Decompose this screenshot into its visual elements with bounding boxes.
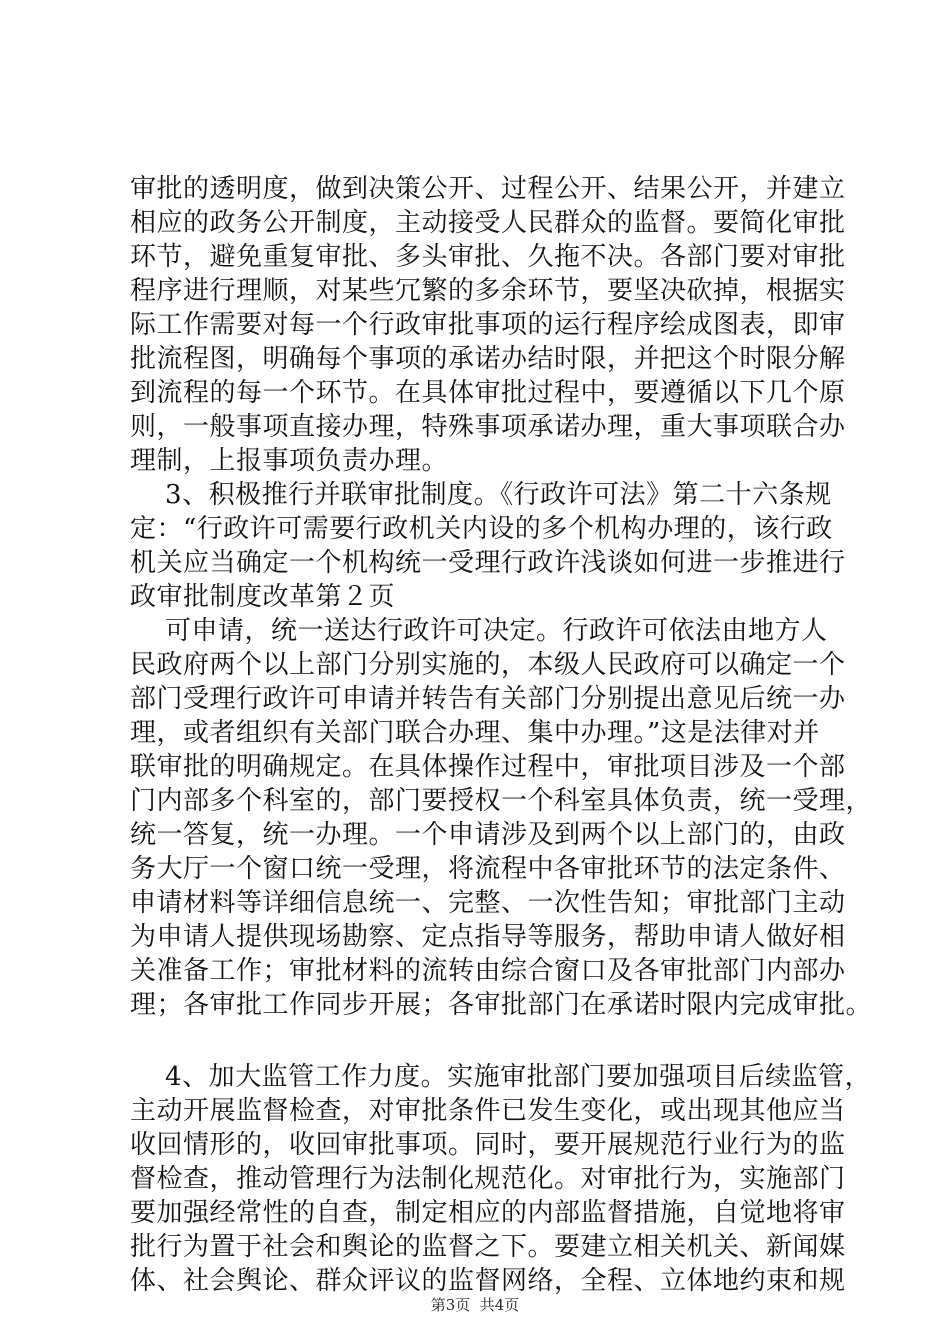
text-line: 定：“行政许可需要行政机关内设的多个机构办理的，该行政 bbox=[130, 514, 833, 544]
text-line: 申请材料等详细信息统一、完整、一次性告知；审批部门主动 bbox=[130, 888, 846, 918]
text-line: 3、积极推行并联审批制度。《行政许可法》第二十六条规 bbox=[130, 480, 832, 510]
text-line: 要加强经常性的自查，制定相应的内部监督措施，自觉地将审 bbox=[130, 1198, 846, 1228]
text-line: 部门受理行政许可申请并转告有关部门分别提出意见后统一办 bbox=[130, 684, 846, 714]
text-line: 统一答复，统一办理。一个申请涉及到两个以上部门的，由政 bbox=[130, 820, 846, 850]
text-line: 收回情形的，收回审批事项。同时，要开展规范行业行为的监 bbox=[130, 1130, 846, 1160]
text-line: 可申请，统一送达行政许可决定。行政许可依法由地方人 bbox=[130, 616, 828, 646]
text-line: 门内部多个科室的，部门要授权一个科室具体负责，统一受理， bbox=[130, 786, 873, 816]
document-body bbox=[130, 172, 873, 1298]
text-line: 4、加大监管工作力度。实施审批部门要加强项目后续监管， bbox=[130, 1062, 872, 1092]
text-line: 相应的政务公开制度，主动接受人民群众的监督。要简化审批 bbox=[130, 208, 846, 238]
text-line: 批行为置于社会和舆论的监督之下。要建立相关机关、新闻媒 bbox=[130, 1232, 846, 1262]
text-line: 理，或者组织有关部门联合办理、集中办理。”这是法律对并 bbox=[130, 718, 820, 748]
text-line: 理制，上报事项负责办理。 bbox=[130, 446, 449, 476]
text-line: 为申请人提供现场勘察、定点指导等服务，帮助申请人做好相 bbox=[130, 922, 846, 952]
text-line: 批流程图，明确每个事项的承诺办结时限，并把这个时限分解 bbox=[130, 344, 846, 374]
text-line: 程序进行理顺，对某些冗繁的多余环节，要坚决砍掉，根据实 bbox=[130, 276, 846, 306]
text-line: 关准备工作；审批材料的流转由综合窗口及各审批部门内部办 bbox=[130, 956, 846, 986]
paragraph-gap bbox=[130, 1022, 850, 1060]
text-line: 政审批制度改革第２页 bbox=[130, 582, 396, 612]
text-line: 环节，避免重复审批、多头审批、久拖不决。各部门要对审批 bbox=[130, 242, 846, 272]
text-line: 审批的透明度，做到决策公开、过程公开、结果公开，并建立 bbox=[130, 174, 846, 204]
text-line: 机关应当确定一个机构统一受理行政许浅谈如何进一步推进行 bbox=[130, 548, 846, 578]
text-line: 理；各审批工作同步开展；各审批部门在承诺时限内完成审批。 bbox=[130, 990, 873, 1020]
text-line: 到流程的每一个环节。在具体审批过程中，要遵循以下几个原 bbox=[130, 378, 846, 408]
text-line: 主动开展监督检查，对审批条件已发生变化，或出现其他应当 bbox=[130, 1096, 846, 1126]
text-line: 际工作需要对每一个行政审批事项的运行程序绘成图表，即审 bbox=[130, 310, 846, 340]
text-line: 务大厅一个窗口统一受理，将流程中各审批环节的法定条件、 bbox=[130, 854, 846, 884]
page-footer: 第3页 共4页 bbox=[430, 1296, 520, 1314]
text-line: 民政府两个以上部门分别实施的，本级人民政府可以确定一个 bbox=[130, 650, 846, 680]
text-line: 督检查，推动管理行为法制化规范化。对审批行为，实施部门 bbox=[130, 1164, 846, 1194]
text-line: 则，一般事项直接办理，特殊事项承诺办理，重大事项联合办 bbox=[130, 412, 846, 442]
text-line: 体、社会舆论、群众评议的监督网络，全程、立体地约束和规 bbox=[130, 1266, 846, 1296]
text-line: 联审批的明确规定。在具体操作过程中，审批项目涉及一个部 bbox=[130, 752, 846, 782]
